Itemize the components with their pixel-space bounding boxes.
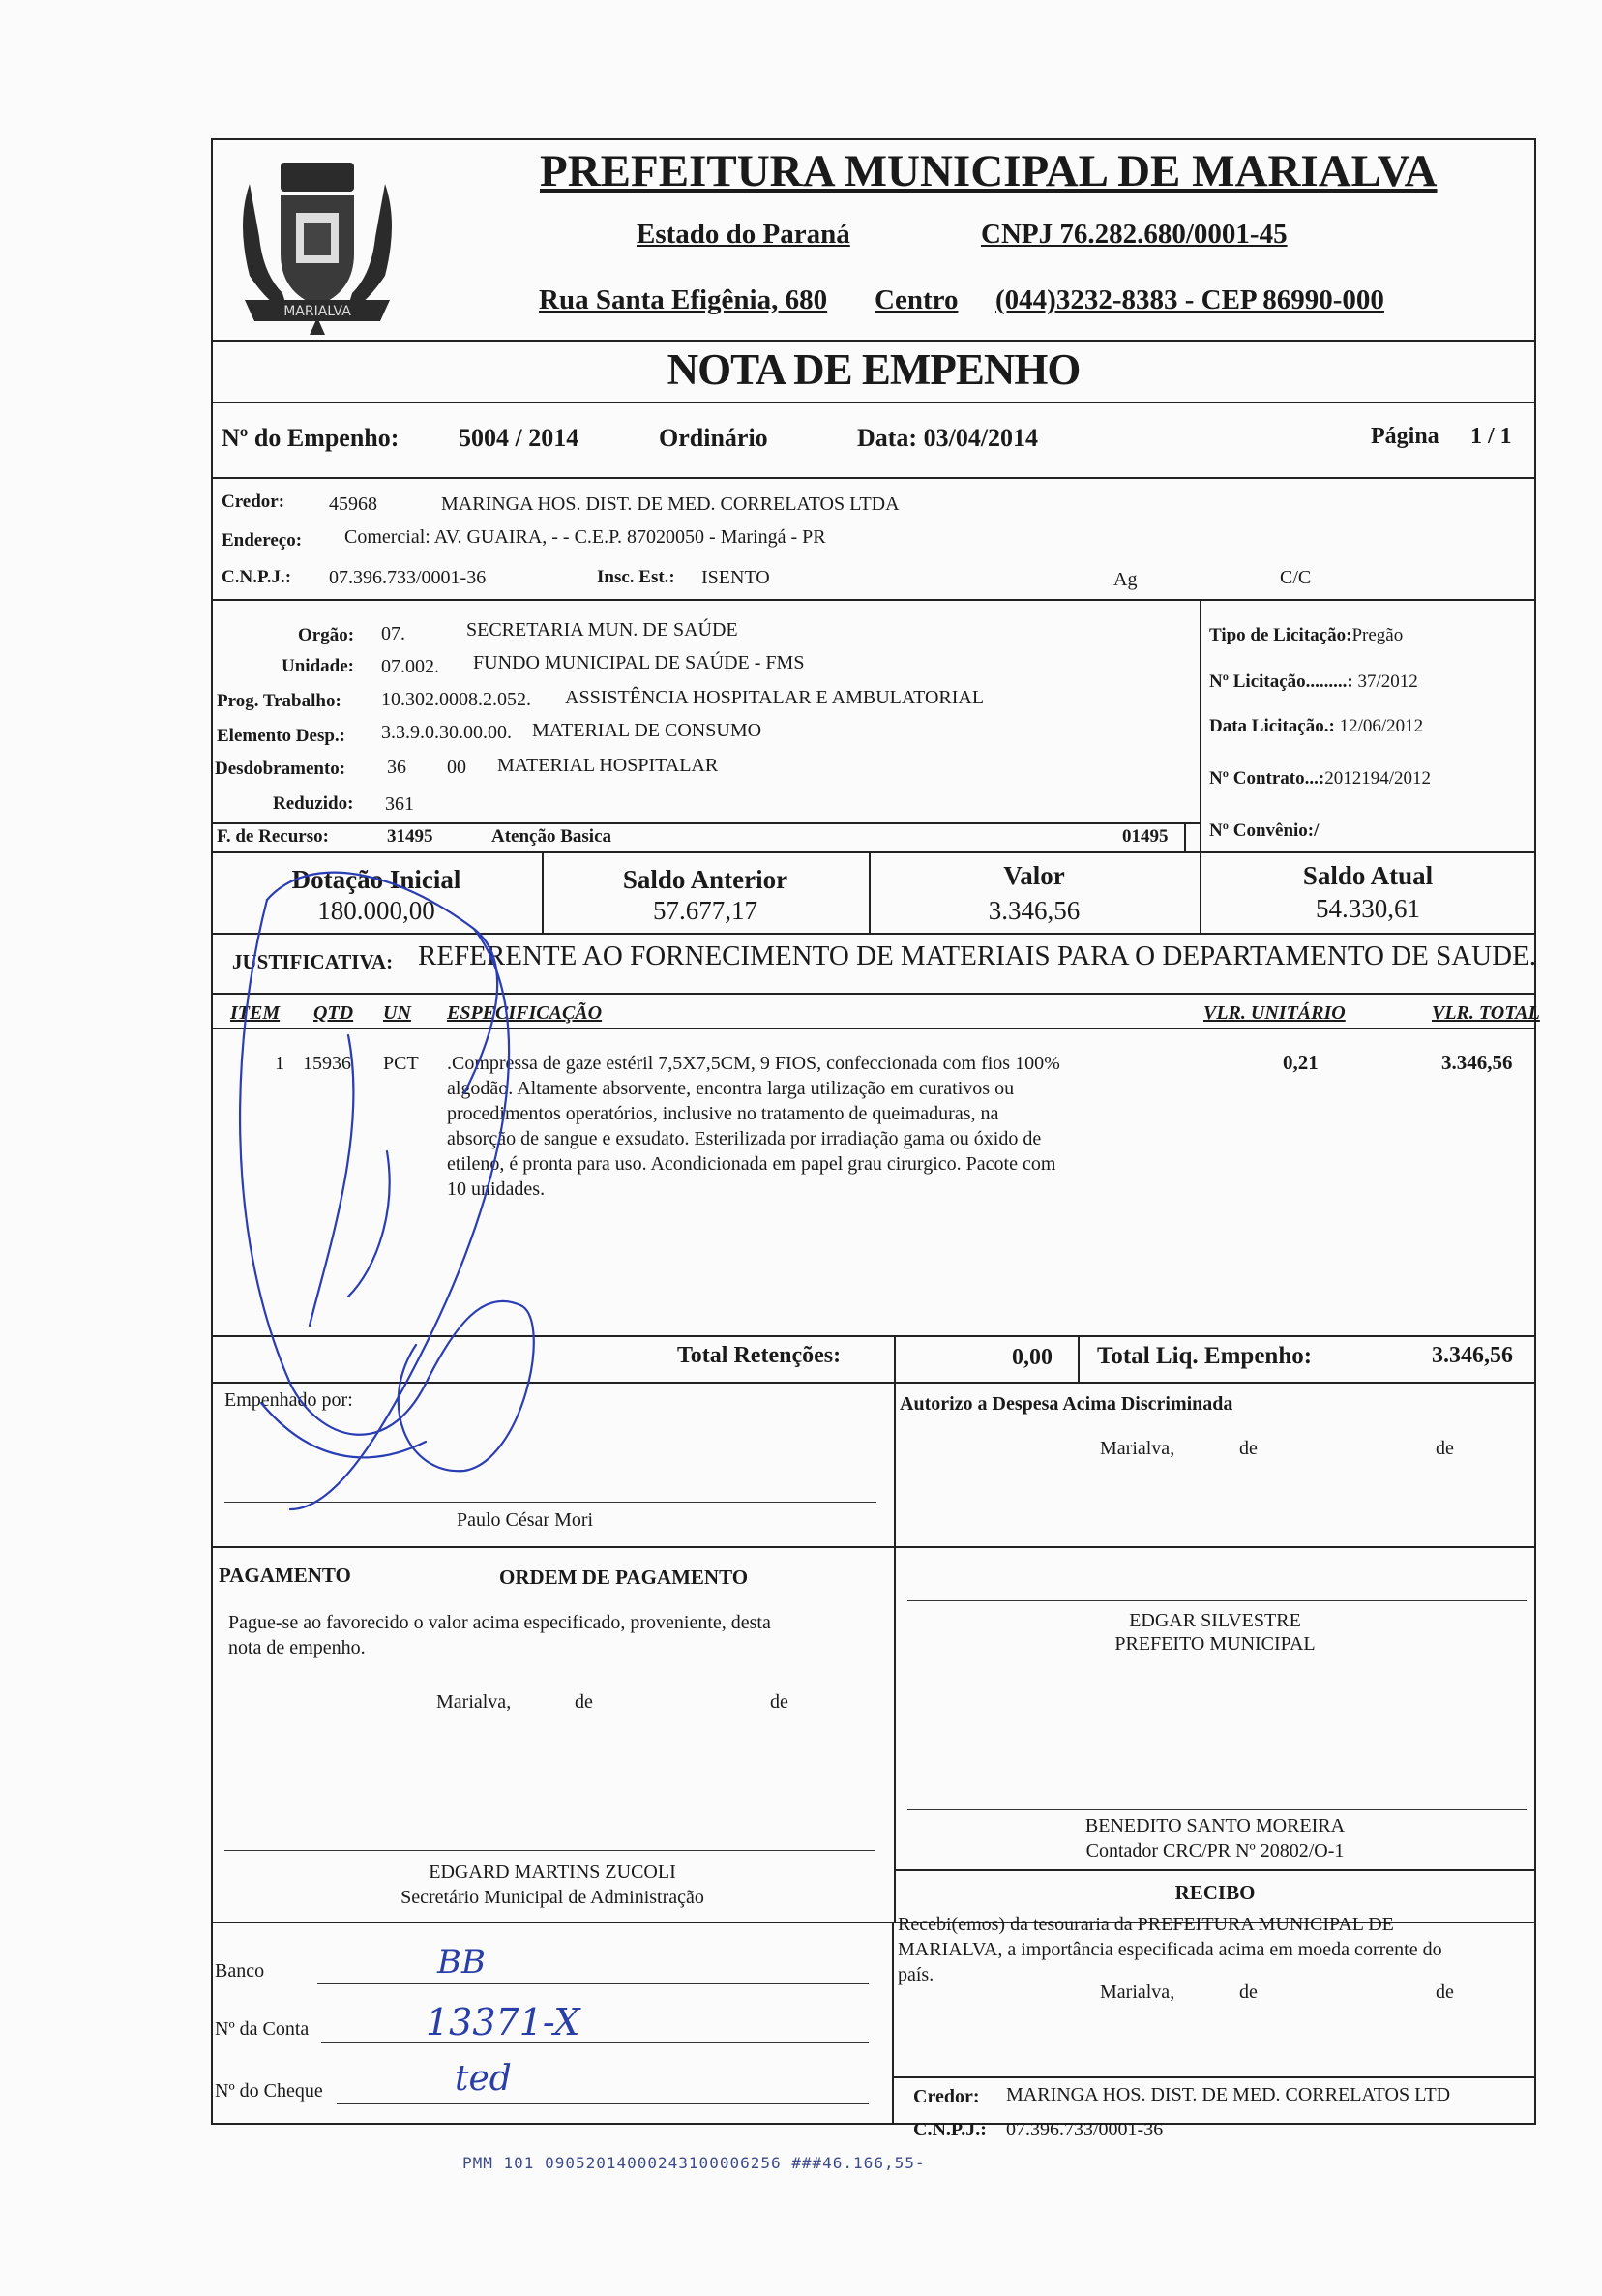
contador-role: Contador CRC/PR Nº 20802/O-1 bbox=[1085, 1840, 1345, 1862]
prefeito-role: PREFEITO MUNICIPAL bbox=[1114, 1633, 1316, 1655]
col-especificacao: ESPECIFICAÇÃO bbox=[447, 1002, 603, 1024]
recibo-credor-line bbox=[892, 2076, 1536, 2078]
recibo-line-3: país. bbox=[898, 1964, 934, 1985]
dotacao-label: Dotação Inicial bbox=[291, 865, 461, 894]
recibo-de-2: de bbox=[1436, 1982, 1454, 2003]
unidade-value: FUNDO MUNICIPAL DE SAÚDE - FMS bbox=[473, 652, 805, 673]
recibo-cnpj-label: C.N.P.J.: bbox=[913, 2119, 987, 2140]
dotacao-value: 180.000,00 bbox=[317, 896, 435, 925]
empenhado-name: Paulo César Mori bbox=[457, 1509, 594, 1531]
pagamento-title: PAGAMENTO bbox=[219, 1564, 351, 1587]
prog-value: ASSISTÊNCIA HOSPITALAR E AMBULATORIAL bbox=[565, 687, 985, 708]
recurso-label: F. de Recurso: bbox=[217, 826, 329, 847]
licitacao-numero-label: Nº Licitação.........: bbox=[1209, 671, 1353, 692]
totals-divider-1 bbox=[894, 1335, 896, 1384]
recurso-code: 31495 bbox=[387, 826, 433, 847]
licitacao-numero-value: 37/2012 bbox=[1352, 671, 1418, 692]
pagamento-text-2: nota de empenho. bbox=[228, 1637, 366, 1658]
row-unit-price: 0,21 bbox=[1283, 1051, 1319, 1074]
coat-of-arms-logo bbox=[221, 145, 414, 339]
secretario-name: EDGARD MARTINS ZUCOLI bbox=[429, 1862, 676, 1883]
credor-label: Credor: bbox=[222, 492, 285, 512]
insc-label: Insc. Est.: bbox=[597, 567, 675, 587]
licitacao-contrato bbox=[1209, 768, 1431, 790]
row-qtd: 15936 bbox=[303, 1053, 351, 1074]
licitacao-data-value: 12/06/2012 bbox=[1334, 716, 1424, 736]
licitacao-tipo-label: Tipo de Licitação: bbox=[1209, 625, 1352, 645]
svg-text:MARIALVA: MARIALVA bbox=[283, 304, 351, 319]
empenho-type: Ordinário bbox=[659, 424, 768, 452]
insc-value: ISENTO bbox=[701, 567, 770, 588]
justificativa-text: REFERENTE AO FORNECIMENTO DE MATERIAIS PARA O DEPARTAMENTO DE SAUDE. bbox=[418, 940, 1537, 971]
licitacao-data-label: Data Licitação.: bbox=[1209, 716, 1335, 736]
col-qtd: QTD bbox=[313, 1002, 354, 1024]
conta-label: Nº da Conta bbox=[215, 2018, 310, 2040]
recibo-line-2: MARIALVA, a importância especificada acima em moeda corrente do bbox=[898, 1939, 1442, 1960]
contador-signature-line bbox=[907, 1809, 1527, 1810]
desdobramento-label: Desdobramento: bbox=[215, 759, 346, 779]
recibo-title: RECIBO bbox=[1174, 1881, 1256, 1904]
pagamento-divider bbox=[894, 1546, 896, 1923]
valor-value: 3.346,56 bbox=[988, 896, 1081, 925]
liquido-label: Total Liq. Empenho: bbox=[1097, 1343, 1313, 1369]
empenhado-label: Empenhado por: bbox=[224, 1389, 353, 1411]
credor-cnpj: 07.396.733/0001-36 bbox=[329, 567, 487, 588]
recibo-credor-label: Credor: bbox=[913, 2086, 980, 2107]
orgao-code: 07. bbox=[381, 623, 405, 644]
elemento-code: 3.3.9.0.30.00.00. bbox=[381, 722, 512, 743]
totals-box bbox=[211, 1335, 1536, 1384]
ordem-title: ORDEM DE PAGAMENTO bbox=[499, 1565, 749, 1589]
pagamento-de-2: de bbox=[770, 1691, 788, 1713]
row-spec-3: procedimentos operatórios, inclusive no tratamento de queimaduras, na bbox=[447, 1103, 999, 1124]
prog-code: 10.302.0008.2.052. bbox=[381, 689, 531, 710]
secretario-role: Secretário Municipal de Administração bbox=[400, 1887, 704, 1908]
page-title: PREFEITURA MUNICIPAL DE MARIALVA bbox=[540, 146, 1438, 196]
justificativa-label: JUSTIFICATIVA: bbox=[232, 950, 394, 973]
licitacao-data bbox=[1209, 716, 1423, 737]
licitacao-contrato-value: 2012194/2012 bbox=[1324, 768, 1431, 789]
cnpj-label: CNPJ 76.282.680/0001-45 bbox=[981, 219, 1288, 250]
recibo-cnpj-value: 07.396.733/0001-36 bbox=[1006, 2119, 1164, 2140]
recibo-credor-value: MARINGA HOS. DIST. DE MED. CORRELATOS LTD bbox=[1006, 2084, 1451, 2105]
prog-label: Prog. Trabalho: bbox=[217, 691, 341, 711]
endereco-label: Endereço: bbox=[222, 530, 303, 551]
liquido-value: 3.346,56 bbox=[1432, 1343, 1513, 1368]
ag-label: Ag bbox=[1113, 569, 1138, 590]
elemento-label: Elemento Desp.: bbox=[217, 726, 345, 746]
contador-bottom-line bbox=[894, 1869, 1536, 1871]
empenhado-divider bbox=[894, 1382, 896, 1548]
empenho-number: 5004 / 2014 bbox=[459, 424, 579, 452]
unidade-code: 07.002. bbox=[381, 656, 439, 677]
pagamento-de-1: de bbox=[575, 1691, 593, 1713]
licitacao-numero bbox=[1209, 671, 1418, 693]
footer-code: PMM 101 09052014000243100006256 ###46.166,55- bbox=[462, 2154, 926, 2172]
contador-name: BENEDITO SANTO MOREIRA bbox=[1084, 1815, 1346, 1836]
col-un: UN bbox=[383, 1002, 411, 1024]
autorizo-de-2: de bbox=[1436, 1438, 1454, 1459]
banco-line bbox=[317, 1983, 869, 1984]
banco-label: Banco bbox=[215, 1960, 265, 1982]
autorizo-place: Marialva, bbox=[1100, 1438, 1175, 1459]
retencoes-value: 0,00 bbox=[1012, 1345, 1053, 1370]
cc-label: C/C bbox=[1280, 567, 1312, 588]
recibo-line-1: Recebi(emos) da tesouraria da PREFEITURA MUNICIPAL DE bbox=[898, 1914, 1394, 1935]
row-total: 3.346,56 bbox=[1441, 1051, 1513, 1074]
empenhado-box bbox=[211, 1382, 1536, 1548]
state-label: Estado do Paraná bbox=[637, 219, 850, 250]
page-number: 1 / 1 bbox=[1470, 424, 1512, 449]
recurso-divider bbox=[1184, 822, 1186, 853]
endereco-value: Comercial: AV. GUAIRA, - - C.E.P. 87020050 - Maringá - PR bbox=[344, 526, 826, 548]
cheque-line bbox=[337, 2103, 869, 2104]
col-vlr-total: VLR. TOTAL bbox=[1432, 1002, 1540, 1024]
orcamento-divider bbox=[1200, 599, 1202, 853]
col-item: ITEM bbox=[230, 1002, 281, 1024]
saldo-atual-value: 54.330,61 bbox=[1316, 894, 1420, 923]
desdobramento-value: MATERIAL HOSPITALAR bbox=[497, 755, 719, 776]
unidade-label: Unidade: bbox=[282, 656, 354, 676]
row-item: 1 bbox=[275, 1053, 284, 1074]
conta-handwritten: 13371-X bbox=[426, 2001, 580, 2043]
recurso-line bbox=[211, 822, 1200, 824]
reduzido-value: 361 bbox=[385, 793, 414, 815]
prefeito-signature-line bbox=[907, 1600, 1527, 1601]
pagamento-text-1: Pague-se ao favorecido o valor acima especificado, proveniente, desta bbox=[228, 1612, 771, 1633]
empenhado-signature-line bbox=[224, 1502, 876, 1503]
row-spec-2: algodão. Altamente absorvente, encontra larga utilização em curativos ou bbox=[447, 1078, 1015, 1099]
recibo-de-1: de bbox=[1239, 1982, 1258, 2003]
desdobramento-b: 00 bbox=[447, 757, 466, 778]
autorizo-de-1: de bbox=[1239, 1438, 1258, 1459]
credor-code: 45968 bbox=[329, 493, 377, 515]
saldo-anterior-value: 57.677,17 bbox=[653, 896, 757, 925]
district-label: Centro bbox=[875, 284, 959, 315]
cheque-label: Nº do Cheque bbox=[215, 2080, 323, 2102]
page-label: Página bbox=[1371, 424, 1439, 449]
row-spec-1: .Compressa de gaze estéril 7,5X7,5CM, 9 FIOS, confeccionada com fios 100% bbox=[447, 1053, 1060, 1074]
pagamento-place: Marialva, bbox=[436, 1691, 512, 1713]
licitacao-convenio: Nº Convênio:/ bbox=[1209, 820, 1320, 841]
row-spec-5: etileno, é pronta para uso. Acondicionada em papel grau cirurgico. Pacote com bbox=[447, 1153, 1056, 1175]
saldo-anterior-label: Saldo Anterior bbox=[622, 865, 788, 894]
retencoes-label: Total Retenções: bbox=[677, 1343, 842, 1368]
saldo-atual-label: Saldo Atual bbox=[1302, 861, 1434, 890]
empenho-date: Data: 03/04/2014 bbox=[857, 424, 1039, 452]
orgao-value: SECRETARIA MUN. DE SAÚDE bbox=[466, 619, 738, 641]
recurso-right-code: 01495 bbox=[1122, 826, 1169, 847]
credor-cnpj-label: C.N.P.J.: bbox=[222, 567, 292, 587]
address-label: Rua Santa Efigênia, 680 bbox=[539, 284, 828, 315]
row-un: PCT bbox=[383, 1053, 419, 1074]
items-header-line bbox=[211, 1028, 1536, 1029]
orgao-label: Orgão: bbox=[298, 625, 355, 645]
prefeito-name: EDGAR SILVESTRE bbox=[1129, 1610, 1301, 1631]
recurso-value: Atenção Basica bbox=[491, 826, 612, 847]
phone-cep-label: (044)3232-8383 - CEP 86990-000 bbox=[995, 284, 1384, 315]
secretario-signature-line bbox=[224, 1850, 875, 1851]
row-spec-4: absorção de sangue e exsudato. Esterilizada por irradiação gama ou óxido de bbox=[447, 1128, 1042, 1149]
licitacao-tipo-value: Pregão bbox=[1351, 625, 1404, 645]
cheque-handwritten: ted bbox=[455, 2059, 512, 2099]
reduzido-label: Reduzido: bbox=[273, 793, 354, 814]
credor-name: MARINGA HOS. DIST. DE MED. CORRELATOS LTDA bbox=[441, 493, 900, 515]
licitacao-tipo bbox=[1209, 625, 1403, 646]
autorizo-title: Autorizo a Despesa Acima Discriminada bbox=[900, 1393, 1233, 1415]
desdobramento-a: 36 bbox=[387, 757, 406, 778]
totals-divider-2 bbox=[1078, 1335, 1080, 1384]
licitacao-contrato-label: Nº Contrato...: bbox=[1209, 768, 1325, 789]
empenho-label: Nº do Empenho: bbox=[222, 424, 400, 452]
col-vlr-unitario: VLR. UNITÁRIO bbox=[1203, 1002, 1346, 1024]
elemento-value: MATERIAL DE CONSUMO bbox=[532, 720, 762, 741]
banco-handwritten: BB bbox=[437, 1943, 486, 1982]
valor-label: Valor bbox=[1003, 861, 1065, 890]
recibo-place: Marialva, bbox=[1100, 1982, 1175, 2003]
conta-line bbox=[321, 2042, 869, 2043]
row-spec-6: 10 unidades. bbox=[447, 1178, 546, 1200]
doc-title: NOTA DE EMPENHO bbox=[667, 345, 1081, 394]
